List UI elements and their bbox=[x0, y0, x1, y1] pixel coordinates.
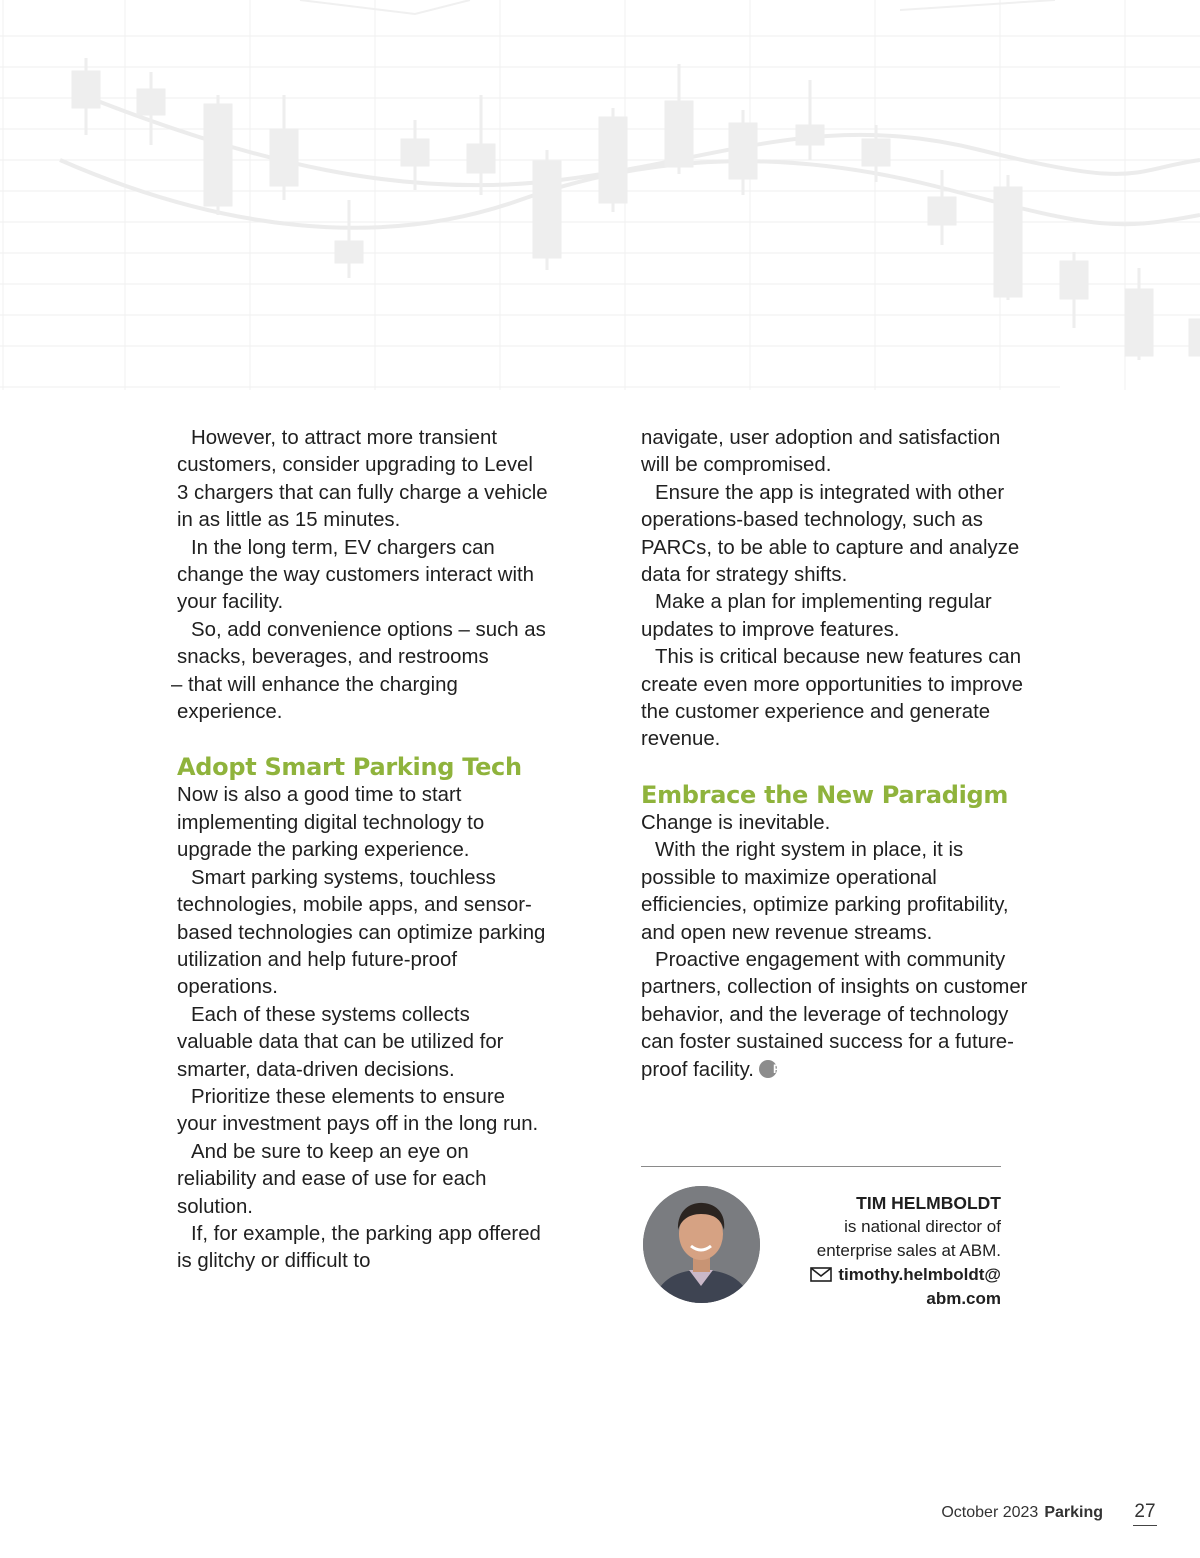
section-heading-new-paradigm: Embrace the New Paradigm bbox=[641, 780, 1009, 809]
section-gap bbox=[641, 754, 1031, 781]
paragraph: Smart parking systems, touchless technologies, mobile apps, and sensor-based technologies can optimize parking utilization and help future-proof operations. bbox=[177, 866, 546, 999]
paragraph: If, for example, the parking app offered is glitchy or difficult to bbox=[177, 1222, 541, 1273]
page-footer bbox=[941, 1503, 1103, 1523]
author-name: TIM HELMBOLDT bbox=[856, 1193, 1001, 1213]
author-email-line: timothy.helmboldt@ bbox=[838, 1265, 1001, 1284]
background-candlestick-chart bbox=[0, 0, 1200, 400]
envelope-icon bbox=[810, 1267, 832, 1282]
paragraph: Prioritize these elements to ensure your investment pays off in the long run. bbox=[177, 1085, 539, 1136]
right-column bbox=[641, 425, 1031, 1084]
author-bio bbox=[741, 1191, 1001, 1311]
author-email-link[interactable] bbox=[741, 1263, 1001, 1287]
paragraph: In the long term, EV chargers can change the way customers interact with your facility. bbox=[177, 536, 535, 614]
author-divider bbox=[641, 1166, 1001, 1167]
paragraph: Ensure the app is integrated with other operations-based technology, such as PARCs, to be able to capture and analyze data for strategy shifts. bbox=[641, 481, 1020, 587]
paragraph: And be sure to keep an eye on reliability and ease of use for each solution. bbox=[177, 1140, 487, 1218]
paragraph: – that will enhance the charging experience. bbox=[171, 673, 458, 724]
paragraph: Each of these systems collects valuable data that can be utilized for smarter, data-driven decisions. bbox=[177, 1003, 504, 1081]
paragraph: However, to attract more transient customers, consider upgrading to Level 3 chargers that can fully charge a vehicle in as little as 15 minutes. bbox=[177, 427, 548, 532]
author-email-line[interactable]: abm.com bbox=[926, 1289, 1001, 1308]
author-role-line: enterprise sales at ABM. bbox=[816, 1241, 1001, 1260]
paragraph: This is critical because new features can create even more opportunities to improve the customer experience and generate revenue. bbox=[641, 646, 1023, 751]
paragraph: Now is also a good time to start implementing digital technology to upgrade the parking experience. bbox=[177, 784, 485, 862]
paragraph: navigate, user adoption and satisfaction will be compromised. bbox=[641, 427, 1001, 477]
paragraph bbox=[641, 947, 1031, 1084]
paragraph: With the right system in place, it is possible to maximize operational efficiencies, optimize parking profitability, and open new revenue streams. bbox=[641, 839, 1009, 944]
paragraph: Change is inevitable. bbox=[641, 811, 831, 834]
section-gap bbox=[177, 726, 549, 753]
paragraph: So, add convenience options – such as snacks, beverages, and restrooms bbox=[177, 618, 546, 669]
page-number: 27 bbox=[1133, 1500, 1157, 1526]
author-role-line: is national director of bbox=[844, 1217, 1001, 1236]
issue-date: October 2023 bbox=[941, 1504, 1039, 1521]
publication-name: Parking bbox=[1044, 1504, 1103, 1521]
section-heading-smart-parking: Adopt Smart Parking Tech bbox=[177, 753, 522, 782]
paragraph-text: Proactive engagement with community partners, collection of insights on customer behavior, and the leverage of technology can foster sustained success for a future-proof facility. bbox=[641, 948, 1028, 1081]
end-of-article-parking-icon bbox=[759, 1060, 777, 1078]
paragraph: Make a plan for implementing regular updates to improve features. bbox=[641, 591, 992, 641]
left-column bbox=[171, 425, 549, 1276]
